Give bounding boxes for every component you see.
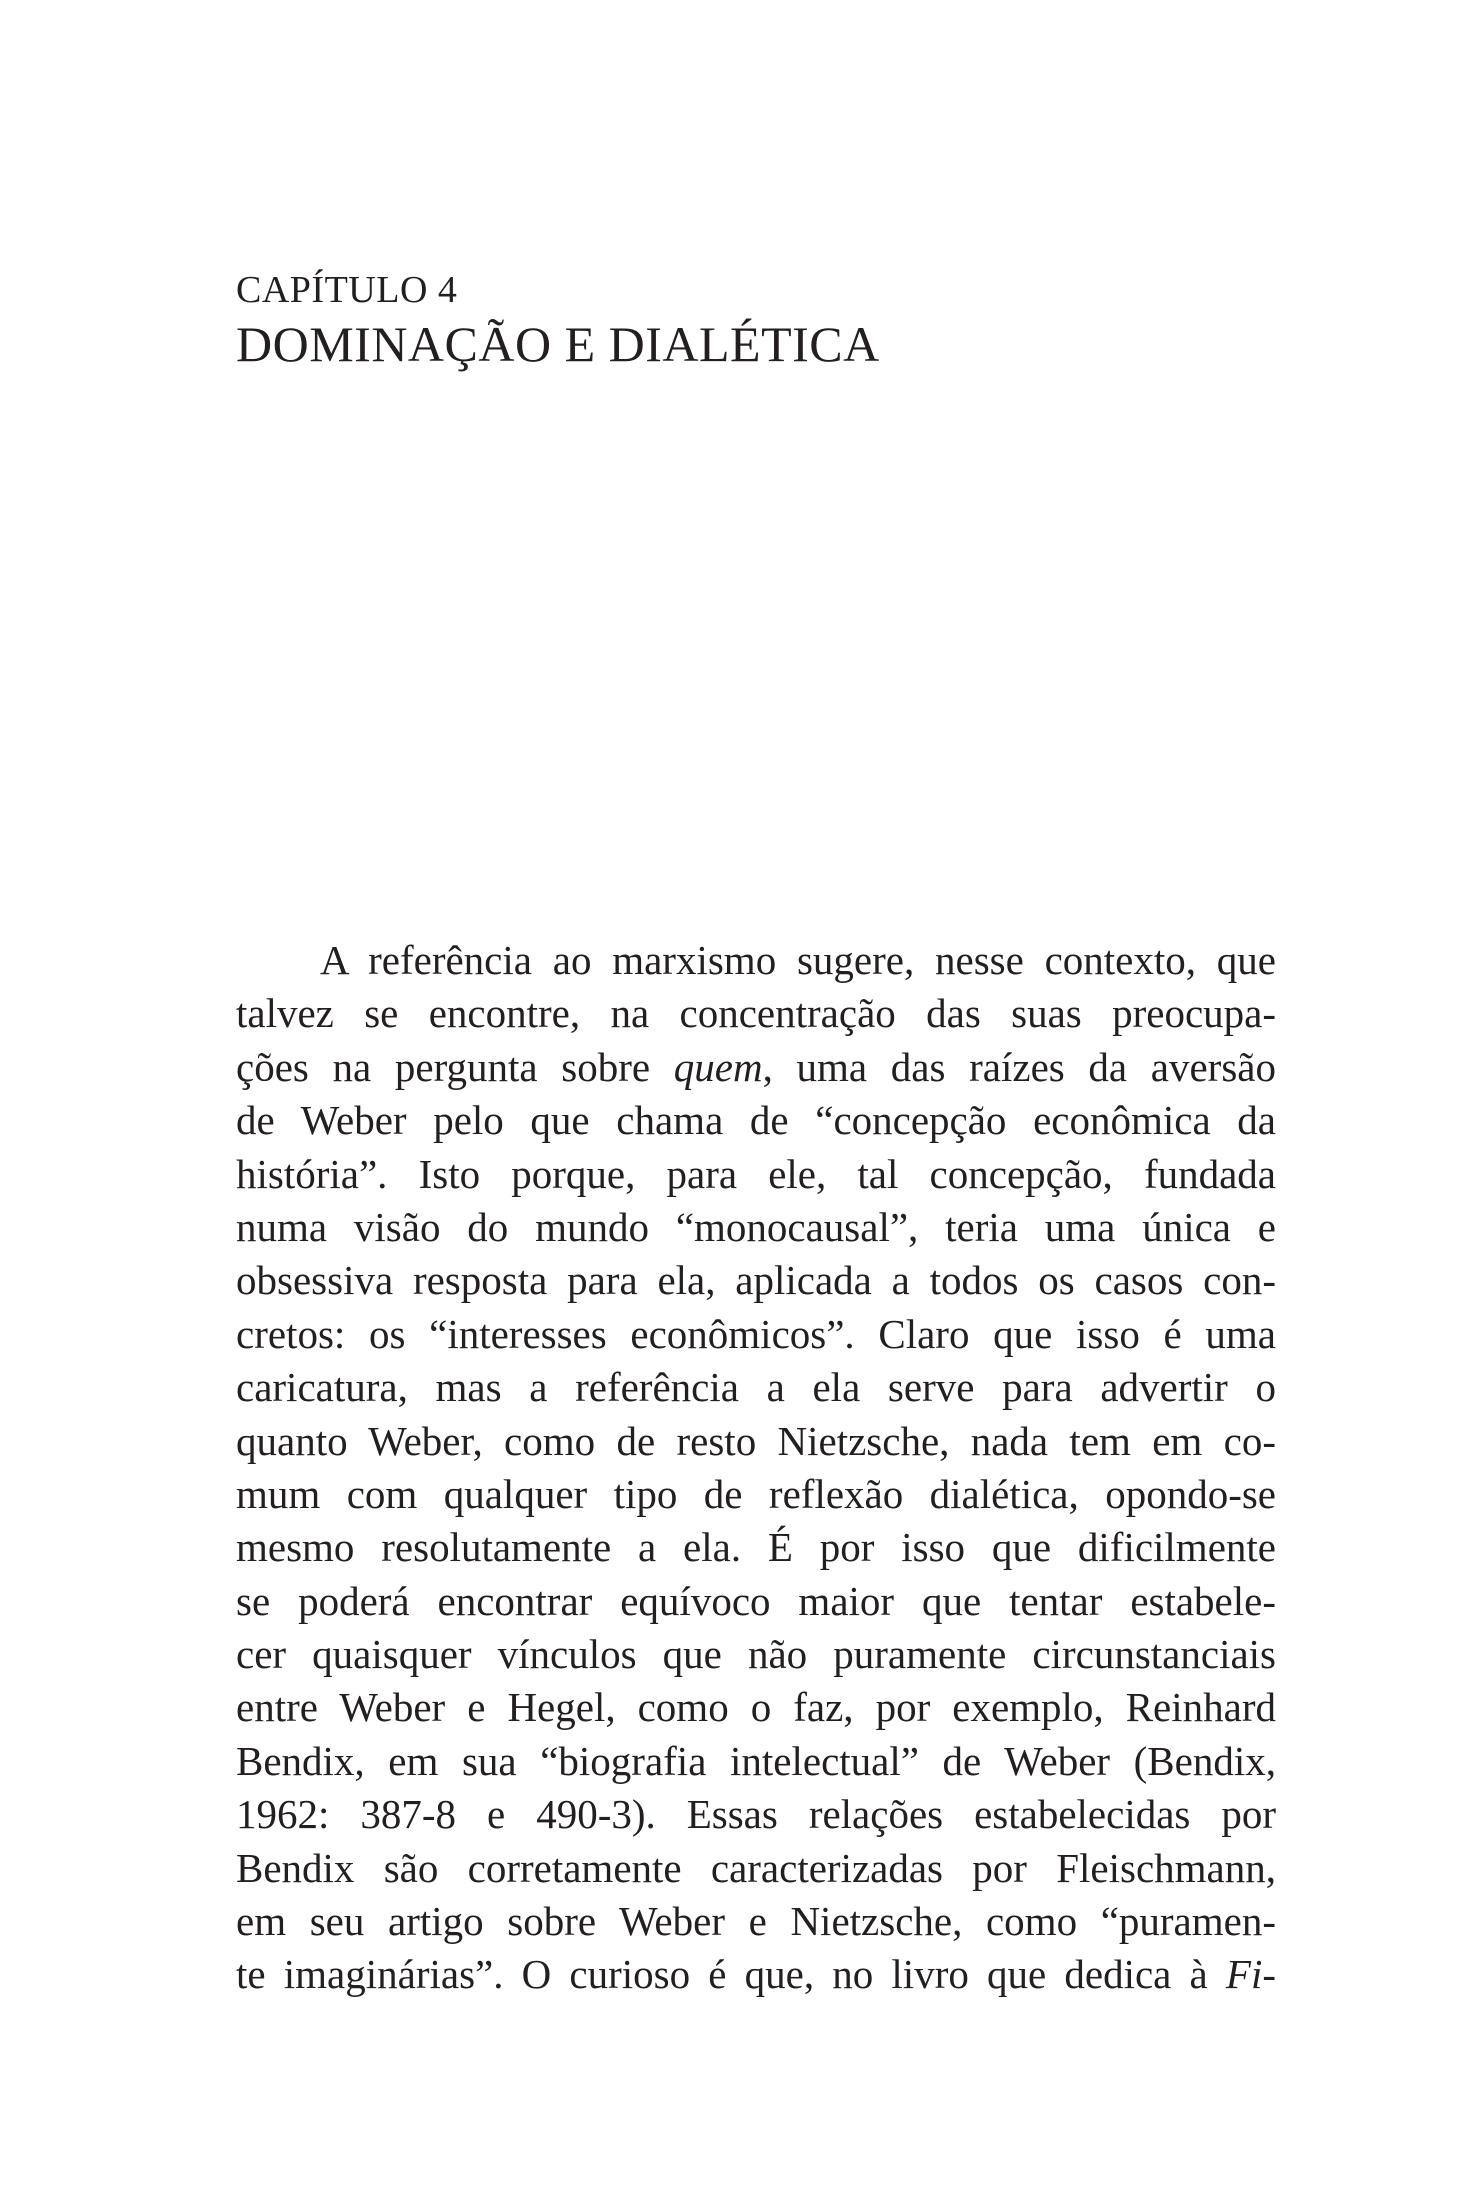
- italic-term: Fi-: [1225, 1951, 1276, 1998]
- paragraph-line: Bendix, em sua “biografia intelectual” de Weber (Bendix,: [236, 1737, 1276, 1784]
- paragraph-line: história”. Isto porque, para ele, tal concepção, fundada: [236, 1150, 1276, 1197]
- paragraph-line: mum com qualquer tipo de reflexão dialética, opondo-se: [236, 1470, 1276, 1517]
- text-run: ções na pergunta sobre: [236, 1043, 674, 1090]
- paragraph-line: cretos: os “interesses econômicos”. Claro que isso é uma: [236, 1310, 1276, 1357]
- chapter-number: CAPÍTULO 4: [236, 269, 458, 311]
- text-run: te imaginárias”. O curioso é que, no livro que dedica à: [236, 1951, 1226, 1998]
- body-paragraph: [236, 934, 1276, 2002]
- text-run: , uma das raízes da aversão: [762, 1043, 1276, 1090]
- paragraph-line: talvez se encontre, na concentração das suas preocupa-: [236, 990, 1276, 1037]
- paragraph-line: [236, 1948, 1276, 2001]
- paragraph-line: mesmo resolutamente a ela. É por isso que dificilmente: [236, 1524, 1276, 1571]
- paragraph-line: 1962: 387-8 e 490-3). Essas relações estabelecidas por: [236, 1791, 1276, 1838]
- paragraph-line: cer quaisquer vínculos que não puramente circunstanciais: [236, 1631, 1276, 1678]
- paragraph-line: entre Weber e Hegel, como o faz, por exemplo, Reinhard: [236, 1684, 1276, 1731]
- paragraph-line: em seu artigo sobre Weber e Nietzsche, como “puramen-: [236, 1898, 1276, 1945]
- paragraph-line: obsessiva resposta para ela, aplicada a todos os casos con-: [236, 1257, 1276, 1304]
- italic-term: quem: [673, 1043, 763, 1090]
- paragraph-line: numa visão do mundo “monocausal”, teria uma única e: [236, 1203, 1276, 1250]
- paragraph-line: se poderá encontrar equívoco maior que tentar estabele-: [236, 1577, 1276, 1624]
- paragraph-line: quanto Weber, como de resto Nietzsche, nada tem em co-: [236, 1417, 1276, 1464]
- paragraph-line: de Weber pelo que chama de “concepção econômica da: [236, 1097, 1276, 1144]
- paragraph-line: caricatura, mas a referência a ela serve para advertir o: [236, 1364, 1276, 1411]
- paragraph-line: A referência ao marxismo sugere, nesse contexto, que: [320, 937, 1276, 983]
- chapter-title: DOMINAÇÃO E DIALÉTICA: [236, 316, 880, 372]
- paragraph-line: Bendix são corretamente caracterizadas por Fleischmann,: [236, 1844, 1276, 1891]
- paragraph-line: [236, 1041, 1276, 1094]
